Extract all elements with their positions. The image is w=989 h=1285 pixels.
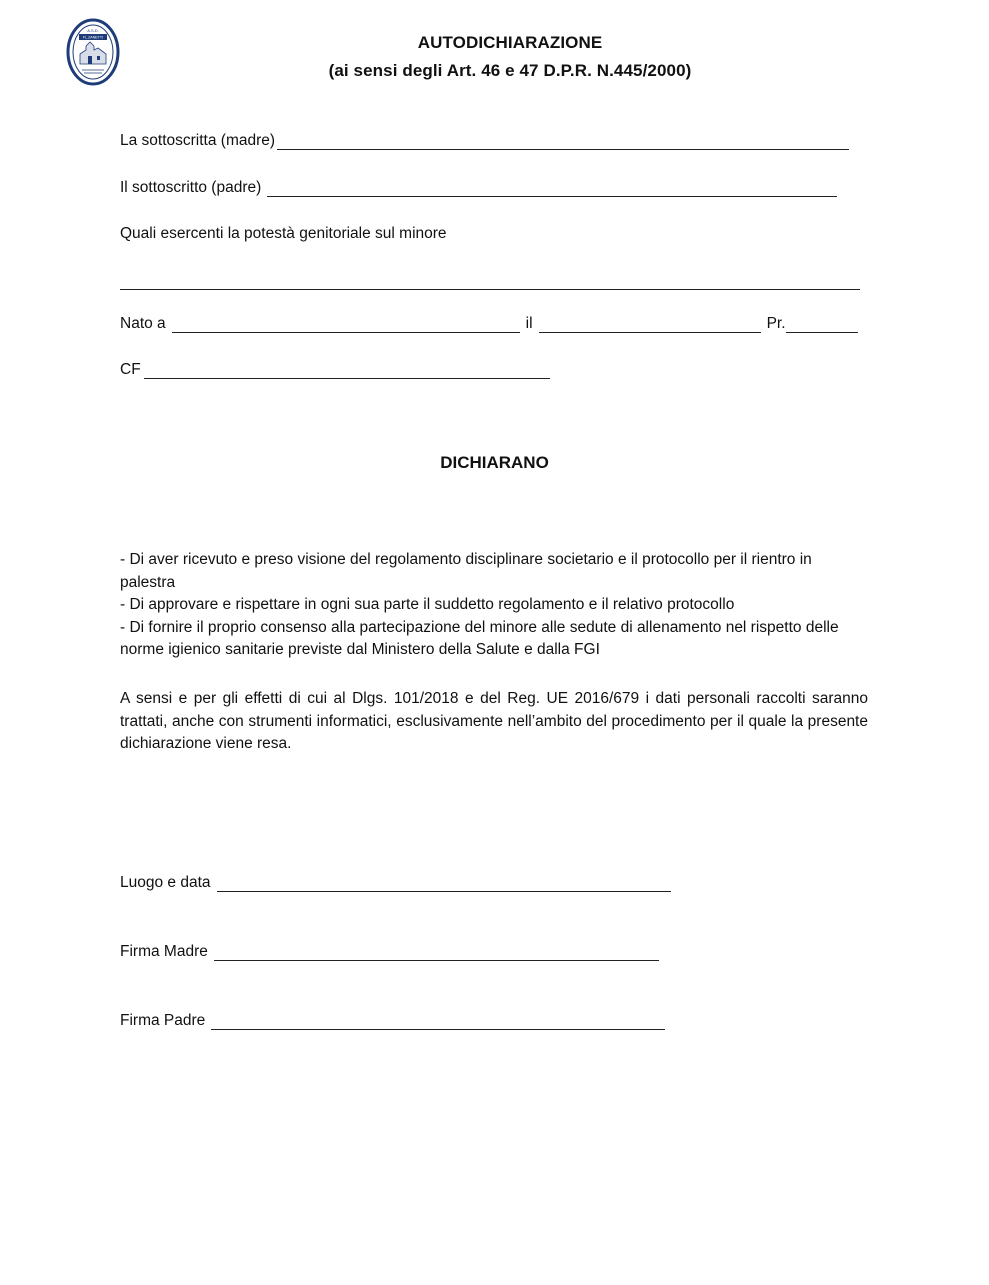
date-label: il [525,315,533,332]
declaration-list [120,549,870,662]
father-signature-row [120,1012,665,1030]
guardians-label: Quali esercenti la potestà genitoriale sul minore [120,225,447,242]
mother-signature-label: Firma Madre [120,943,208,960]
father-signature-label: Firma Padre [120,1012,206,1029]
cf-row [120,361,550,379]
declaration-item: - Di fornire il proprio consenso alla partecipazione del minore alle sedute di allenamento nel rispetto delle norme igienico sanitarie previste dal Ministero della Salute e dalla FGI [120,618,839,659]
father-signature-line[interactable] [211,1017,665,1030]
minor-name-line[interactable] [120,289,860,290]
privacy-notice: A sensi e per gli effetti di cui al Dlgs. 101/2018 e del Reg. UE 2016/679 i dati personali raccolti saranno trattati, anche con strumenti informatici, esclusivamente nell’ambito del procedimento per il quale la presente dichiarazione viene resa. [120,690,868,753]
birth-row [120,315,858,333]
father-field-line[interactable] [267,184,837,197]
mother-signature-row [120,943,659,961]
place-date-label: Luogo e data [120,874,211,891]
province-label: Pr. [766,315,786,332]
mother-signature-line[interactable] [214,948,659,961]
cf-line[interactable] [144,366,550,379]
birthdate-line[interactable] [539,320,761,333]
mother-field-line[interactable] [277,137,849,150]
province-line[interactable] [786,320,858,333]
place-date-line[interactable] [217,879,671,892]
father-field-label: Il sottoscritto (padre) [120,179,262,196]
declaration-heading: DICHIARANO [440,453,549,472]
guardians-row [120,225,447,243]
birthplace-line[interactable] [172,320,520,333]
document-subtitle: (ai sensi degli Art. 46 e 47 D.P.R. N.445/2000) [328,61,692,80]
mother-field-row [120,132,849,150]
born-label: Nato a [120,315,166,332]
declaration-item: - Di aver ricevuto e preso visione del regolamento disciplinare societario e il protocollo per il rientro in palestra [120,551,812,591]
logo-name-text: FL.ZANETTI [82,35,104,40]
mother-field-label: La sottoscritta (madre) [120,132,276,149]
logo-top-text: A.S.D. [87,28,99,33]
cf-label: CF [120,361,141,378]
father-field-row [120,179,837,197]
club-crest-logo [66,18,120,86]
place-date-row [120,874,671,892]
document-title: AUTODICHIARAZIONE [417,33,603,52]
declaration-item: - Di approvare e rispettare in ogni sua parte il suddetto regolamento e il relativo protocollo [120,596,735,614]
